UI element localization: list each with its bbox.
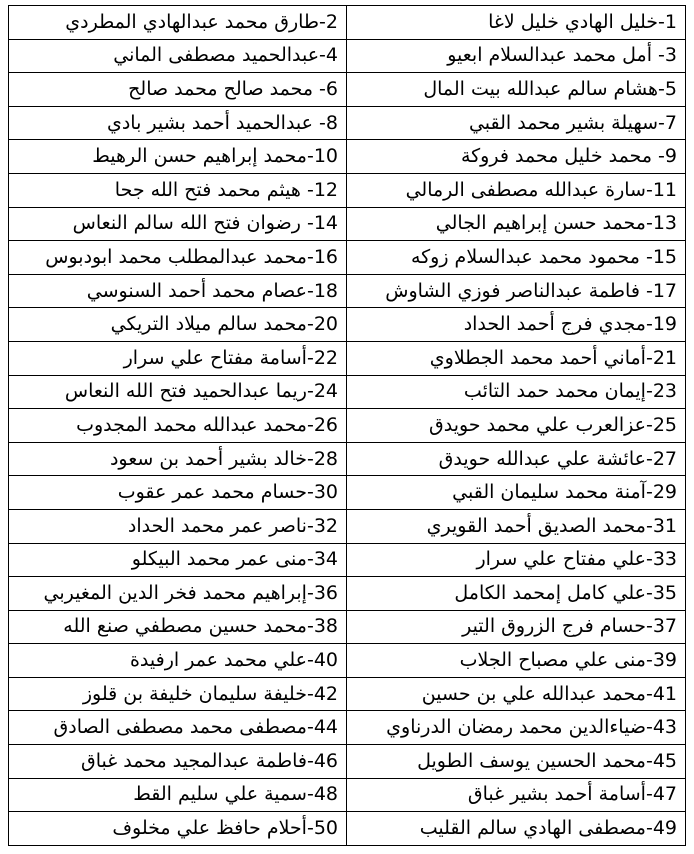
name-cell-odd: 25-عزالعرب علي محمد حويدق [347, 409, 686, 443]
name-cell-odd: 29-آمنة محمد سليمان القبي [347, 476, 686, 510]
name-cell-even: 36-إبراهيم محمد فخر الدين المغيربي [9, 577, 347, 611]
name-cell-odd: 23-إيمان محمد حمد التائب [347, 375, 686, 409]
name-cell-even: 42-خليفة سليمان خليفة بن قلوز [9, 677, 347, 711]
table-row [9, 241, 686, 275]
name-cell-even: 4-عبدالحميد مصطفى الماني [9, 39, 347, 73]
name-cell-even: 20-محمد سالم ميلاد التريكي [9, 308, 347, 342]
name-cell-odd: 9- محمد خليل محمد فروكة [347, 140, 686, 174]
names-table-body [9, 6, 686, 846]
name-cell-odd: 31-محمد الصديق أحمد القويري [347, 509, 686, 543]
name-cell-odd: 3- أمل محمد عبدالسلام ابعيو [347, 39, 686, 73]
table-row [9, 140, 686, 174]
name-cell-odd: 49-مصطفى الهادي سالم القليب [347, 812, 686, 846]
table-row [9, 39, 686, 73]
table-row [9, 610, 686, 644]
table-row [9, 308, 686, 342]
name-cell-even: 16-محمد عبدالمطلب محمد ابودبوس [9, 241, 347, 275]
table-row [9, 577, 686, 611]
name-cell-even: 10-محمد إبراهيم حسن الرهيط [9, 140, 347, 174]
table-row [9, 644, 686, 678]
name-cell-even: 14- رضوان فتح الله سالم النعاس [9, 207, 347, 241]
table-row [9, 73, 686, 107]
name-cell-even: 48-سمية علي سليم القط [9, 778, 347, 812]
name-cell-even: 26-محمد عبدالله محمد المجدوب [9, 409, 347, 443]
table-row [9, 106, 686, 140]
name-cell-even: 18-عصام محمد أحمد السنوسي [9, 274, 347, 308]
names-table [8, 5, 686, 846]
name-cell-odd: 15- محمود محمد عبدالسلام زوكه [347, 241, 686, 275]
name-cell-odd: 39-منى علي مصباح الجلاب [347, 644, 686, 678]
name-cell-odd: 19-مجدي فرج أحمد الحداد [347, 308, 686, 342]
name-cell-even: 6- محمد صالح محمد صالح [9, 73, 347, 107]
name-cell-even: 2-طارق محمد عبدالهادي المطردي [9, 6, 347, 40]
name-cell-even: 24-ريما عبدالحميد فتح الله النعاس [9, 375, 347, 409]
name-cell-even: 8- عبدالحميد أحمد بشير بادي [9, 106, 347, 140]
table-row [9, 442, 686, 476]
table-row [9, 711, 686, 745]
name-cell-even: 40-علي محمد عمر ارفيدة [9, 644, 347, 678]
name-cell-odd: 5-هشام سالم عبدالله بيت المال [347, 73, 686, 107]
name-cell-even: 32-ناصر عمر محمد الحداد [9, 509, 347, 543]
table-row [9, 677, 686, 711]
name-cell-odd: 27-عائشة علي عبدالله حويدق [347, 442, 686, 476]
name-cell-even: 28-خالد بشير أحمد بن سعود [9, 442, 347, 476]
name-cell-even: 12- هيثم محمد فتح الله جحا [9, 173, 347, 207]
table-row [9, 207, 686, 241]
table-row [9, 341, 686, 375]
table-row [9, 812, 686, 846]
name-cell-odd: 17- فاطمة عبدالناصر فوزي الشاوش [347, 274, 686, 308]
table-row [9, 509, 686, 543]
name-cell-odd: 33-علي مفتاح علي سرار [347, 543, 686, 577]
name-cell-even: 30-حسام محمد عمر عقوب [9, 476, 347, 510]
name-cell-even: 46-فاطمة عبدالمجيد محمد غباق [9, 745, 347, 779]
name-cell-odd: 13-محمد حسن إبراهيم الجالي [347, 207, 686, 241]
table-row [9, 778, 686, 812]
table-row [9, 745, 686, 779]
name-cell-even: 50-أحلام حافظ علي مخلوف [9, 812, 347, 846]
table-row [9, 6, 686, 40]
table-row [9, 409, 686, 443]
name-cell-odd: 37-حسام فرج الزروق التير [347, 610, 686, 644]
table-row [9, 543, 686, 577]
name-cell-odd: 11-سارة عبدالله مصطفى الرمالي [347, 173, 686, 207]
name-cell-odd: 43-ضياءالدين محمد رمضان الدرناوي [347, 711, 686, 745]
name-cell-even: 44-مصطفى محمد مصطفى الصادق [9, 711, 347, 745]
name-cell-even: 22-أسامة مفتاح علي سرار [9, 341, 347, 375]
table-row [9, 274, 686, 308]
name-cell-odd: 47-أسامة أحمد بشير غباق [347, 778, 686, 812]
name-cell-odd: 21-أماني أحمد محمد الجطلاوي [347, 341, 686, 375]
name-cell-odd: 41-محمد عبدالله علي بن حسين [347, 677, 686, 711]
name-cell-even: 38-محمد حسين مصطفي صنع الله [9, 610, 347, 644]
table-row [9, 173, 686, 207]
name-cell-odd: 7-سهيلة بشير محمد القبي [347, 106, 686, 140]
name-cell-odd: 1-خليل الهادي خليل لاغا [347, 6, 686, 40]
name-cell-even: 34-منى عمر محمد البيكلو [9, 543, 347, 577]
name-cell-odd: 45-محمد الحسين يوسف الطويل [347, 745, 686, 779]
table-row [9, 476, 686, 510]
table-row [9, 375, 686, 409]
name-cell-odd: 35-علي كامل إمحمد الكامل [347, 577, 686, 611]
